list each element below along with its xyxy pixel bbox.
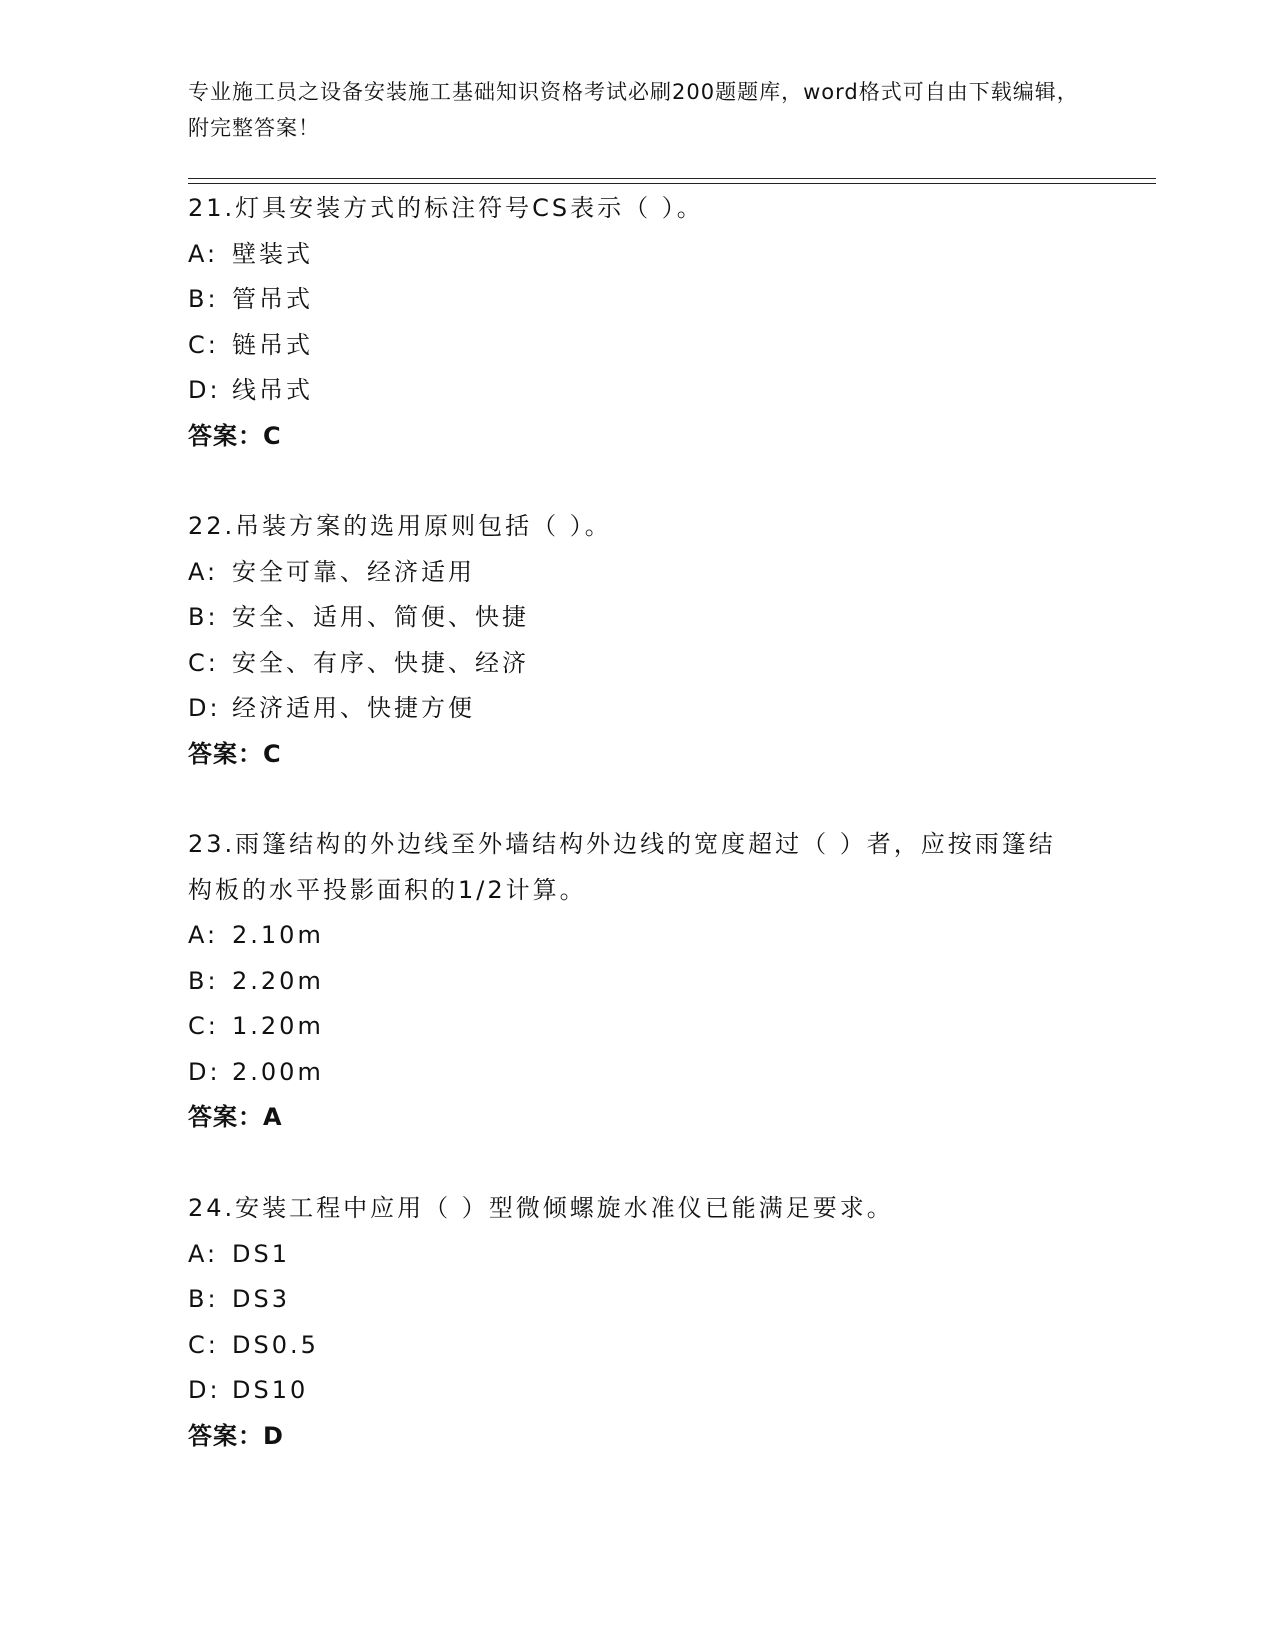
option-text: 1.20m bbox=[232, 1012, 324, 1040]
option-letter: C: bbox=[188, 330, 219, 359]
option-text: DS10 bbox=[232, 1376, 309, 1404]
option-d bbox=[188, 686, 1088, 732]
option-letter: A: bbox=[188, 921, 219, 949]
answer-line: 答案：C bbox=[188, 421, 282, 450]
option-letter: A: bbox=[188, 557, 219, 586]
option-letter: D: bbox=[188, 376, 221, 404]
answer-line: 答案：C bbox=[188, 739, 282, 768]
option-a bbox=[188, 1232, 1088, 1278]
option-b bbox=[188, 1277, 1088, 1323]
option-text: 链吊式 bbox=[232, 330, 313, 359]
header-divider-bottom bbox=[188, 183, 1156, 184]
option-text: DS3 bbox=[232, 1285, 290, 1313]
option-a bbox=[188, 232, 1088, 278]
option-letter: D: bbox=[188, 694, 221, 722]
option-text: 经济适用、快捷方便 bbox=[232, 694, 475, 722]
option-text: DS1 bbox=[232, 1239, 290, 1268]
option-letter: D: bbox=[188, 1057, 221, 1086]
option-text: 2.00m bbox=[232, 1057, 324, 1086]
option-letter: B: bbox=[188, 1285, 219, 1313]
option-letter: C: bbox=[188, 1330, 219, 1359]
option-d bbox=[188, 1050, 1088, 1096]
option-letter: A: bbox=[188, 1239, 219, 1268]
question-22 bbox=[188, 504, 1088, 777]
option-c bbox=[188, 1004, 1088, 1050]
option-letter: B: bbox=[188, 285, 219, 313]
option-c bbox=[188, 641, 1088, 687]
question-23 bbox=[188, 822, 1088, 1141]
question-stem: 24.安装工程中应用（ ）型微倾螺旋水准仪已能满足要求。 bbox=[188, 1194, 894, 1222]
option-b bbox=[188, 959, 1088, 1005]
option-c bbox=[188, 323, 1088, 369]
question-21 bbox=[188, 186, 1088, 459]
option-a bbox=[188, 550, 1088, 596]
option-a bbox=[188, 913, 1088, 959]
option-text: DS0.5 bbox=[232, 1330, 319, 1359]
option-letter: C: bbox=[188, 1012, 219, 1040]
question-stem: 22.吊装方案的选用原则包括（ ）。 bbox=[188, 512, 612, 540]
answer-line: 答案：D bbox=[188, 1421, 284, 1450]
option-text: 2.10m bbox=[232, 921, 324, 949]
option-letter: D: bbox=[188, 1376, 221, 1404]
option-b bbox=[188, 277, 1088, 323]
document-header: 专业施工员之设备安装施工基础知识资格考试必刷200题题库，word格式可自由下载编辑，附完整答案！ bbox=[188, 80, 1079, 140]
option-text: 安全、有序、快捷、经济 bbox=[232, 648, 529, 677]
option-d bbox=[188, 368, 1088, 414]
question-stem: 23.雨篷结构的外边线至外墙结构外边线的宽度超过（ ）者，应按雨篷结构板的水平投影面积的1/2计算。 bbox=[188, 830, 1056, 904]
option-b bbox=[188, 595, 1088, 641]
option-text: 壁装式 bbox=[232, 239, 313, 268]
option-text: 线吊式 bbox=[232, 376, 313, 404]
answer-line: 答案：A bbox=[188, 1103, 283, 1131]
question-24 bbox=[188, 1186, 1088, 1459]
option-letter: B: bbox=[188, 603, 219, 631]
option-letter: B: bbox=[188, 966, 219, 995]
option-letter: C: bbox=[188, 648, 219, 677]
header-divider-top bbox=[188, 178, 1156, 179]
option-letter: A: bbox=[188, 239, 219, 268]
question-stem: 21.灯具安装方式的标注符号CS表示（ ）。 bbox=[188, 194, 704, 222]
option-text: 2.20m bbox=[232, 966, 324, 995]
option-text: 管吊式 bbox=[232, 285, 313, 313]
option-text: 安全、适用、简便、快捷 bbox=[232, 603, 529, 631]
option-text: 安全可靠、经济适用 bbox=[232, 557, 475, 586]
option-c bbox=[188, 1323, 1088, 1369]
option-d bbox=[188, 1368, 1088, 1414]
